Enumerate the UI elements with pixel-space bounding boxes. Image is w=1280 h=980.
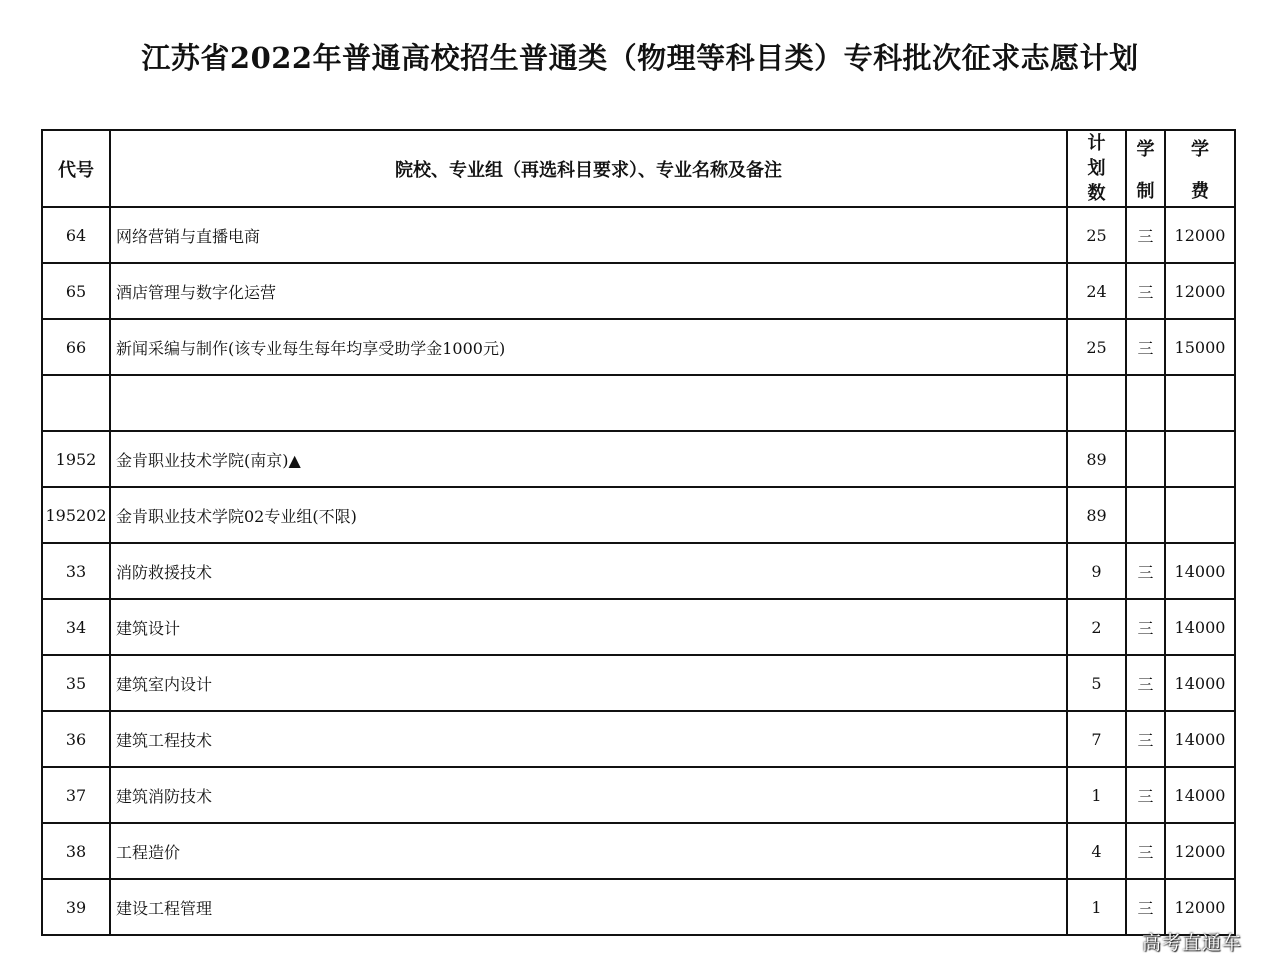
header-plan-char-3: 数 — [1087, 183, 1106, 204]
cell-code: 36 — [42, 711, 110, 767]
cell-plan: 25 — [1067, 319, 1126, 375]
cell-name: 酒店管理与数字化运营 — [110, 263, 1067, 319]
table-row — [42, 599, 1235, 655]
cell-name: 建筑设计 — [110, 599, 1067, 655]
cell-name: 建筑消防技术 — [110, 767, 1067, 823]
cell-code: 33 — [42, 543, 110, 599]
table-row — [42, 543, 1235, 599]
cell-plan: 89 — [1067, 487, 1126, 543]
table-row — [42, 375, 1235, 431]
cell-code: 1952 — [42, 431, 110, 487]
page-title: 江苏省2022年普通高校招生普通类（物理等科目类）专科批次征求志愿计划 — [141, 41, 1139, 75]
header-duration — [1126, 130, 1165, 207]
cell-duration: 三 — [1126, 319, 1165, 375]
cell-code: 38 — [42, 823, 110, 879]
cell-fee: 15000 — [1165, 319, 1235, 375]
header-code: 代号 — [42, 130, 110, 207]
cell-plan: 1 — [1067, 767, 1126, 823]
table-row — [42, 263, 1235, 319]
cell-name: 建设工程管理 — [110, 879, 1067, 935]
table-row — [42, 207, 1235, 263]
cell-duration: 三 — [1126, 655, 1165, 711]
cell-fee: 12000 — [1165, 879, 1235, 935]
cell-fee: 12000 — [1165, 823, 1235, 879]
cell-name: 消防救援技术 — [110, 543, 1067, 599]
cell-code: 39 — [42, 879, 110, 935]
cell-duration: 三 — [1126, 767, 1165, 823]
header-fee — [1165, 130, 1235, 207]
cell-name: 建筑室内设计 — [110, 655, 1067, 711]
cell-duration — [1126, 487, 1165, 543]
cell-plan — [1067, 375, 1126, 431]
cell-name: 新闻采编与制作(该专业每生每年均享受助学金1000元) — [110, 319, 1067, 375]
cell-name: 建筑工程技术 — [110, 711, 1067, 767]
header-duration-char-2: 制 — [1136, 180, 1155, 202]
header-plan-char-1: 计 — [1087, 133, 1106, 154]
cell-duration: 三 — [1126, 263, 1165, 319]
cell-fee: 12000 — [1165, 207, 1235, 263]
cell-plan: 1 — [1067, 879, 1126, 935]
cell-duration: 三 — [1126, 879, 1165, 935]
cell-fee: 14000 — [1165, 767, 1235, 823]
cell-code: 35 — [42, 655, 110, 711]
cell-code — [42, 375, 110, 431]
cell-plan: 7 — [1067, 711, 1126, 767]
table-row — [42, 711, 1235, 767]
table-row — [42, 487, 1235, 543]
cell-fee — [1165, 375, 1235, 431]
cell-plan: 9 — [1067, 543, 1126, 599]
table-row — [42, 879, 1235, 935]
cell-name — [110, 375, 1067, 431]
header-name: 院校、专业组（再选科目要求）、专业名称及备注 — [110, 130, 1067, 207]
header-plan — [1067, 130, 1126, 207]
header-fee-char-2: 费 — [1191, 180, 1209, 202]
cell-fee: 14000 — [1165, 543, 1235, 599]
table-body — [42, 207, 1235, 935]
cell-plan: 24 — [1067, 263, 1126, 319]
header-fee-char-1: 学 — [1191, 138, 1209, 160]
cell-name: 网络营销与直播电商 — [110, 207, 1067, 263]
header-plan-char-2: 划 — [1087, 158, 1106, 179]
cell-code: 37 — [42, 767, 110, 823]
table-row — [42, 655, 1235, 711]
table-row — [42, 319, 1235, 375]
cell-name: 工程造价 — [110, 823, 1067, 879]
watermark: 高考直通车 — [1142, 932, 1243, 954]
cell-plan: 2 — [1067, 599, 1126, 655]
table-row — [42, 431, 1235, 487]
cell-name: 金肯职业技术学院02专业组(不限) — [110, 487, 1067, 543]
cell-duration — [1126, 431, 1165, 487]
cell-fee — [1165, 487, 1235, 543]
cell-duration: 三 — [1126, 543, 1165, 599]
cell-fee: 12000 — [1165, 263, 1235, 319]
table-row — [42, 823, 1235, 879]
cell-plan: 5 — [1067, 655, 1126, 711]
table-row — [42, 767, 1235, 823]
cell-fee — [1165, 431, 1235, 487]
cell-name: 金肯职业技术学院(南京)▲ — [110, 431, 1067, 487]
header-duration-char-1: 学 — [1136, 138, 1155, 160]
cell-duration: 三 — [1126, 207, 1165, 263]
table-header-row — [42, 130, 1235, 207]
cell-code: 64 — [42, 207, 110, 263]
cell-duration: 三 — [1126, 711, 1165, 767]
cell-duration — [1126, 375, 1165, 431]
enrollment-plan-table — [41, 129, 1236, 936]
cell-code: 66 — [42, 319, 110, 375]
cell-fee: 14000 — [1165, 711, 1235, 767]
cell-duration: 三 — [1126, 599, 1165, 655]
cell-fee: 14000 — [1165, 655, 1235, 711]
cell-code: 65 — [42, 263, 110, 319]
cell-code: 195202 — [42, 487, 110, 543]
cell-fee: 14000 — [1165, 599, 1235, 655]
cell-duration: 三 — [1126, 823, 1165, 879]
cell-code: 34 — [42, 599, 110, 655]
cell-plan: 25 — [1067, 207, 1126, 263]
cell-plan: 4 — [1067, 823, 1126, 879]
cell-plan: 89 — [1067, 431, 1126, 487]
